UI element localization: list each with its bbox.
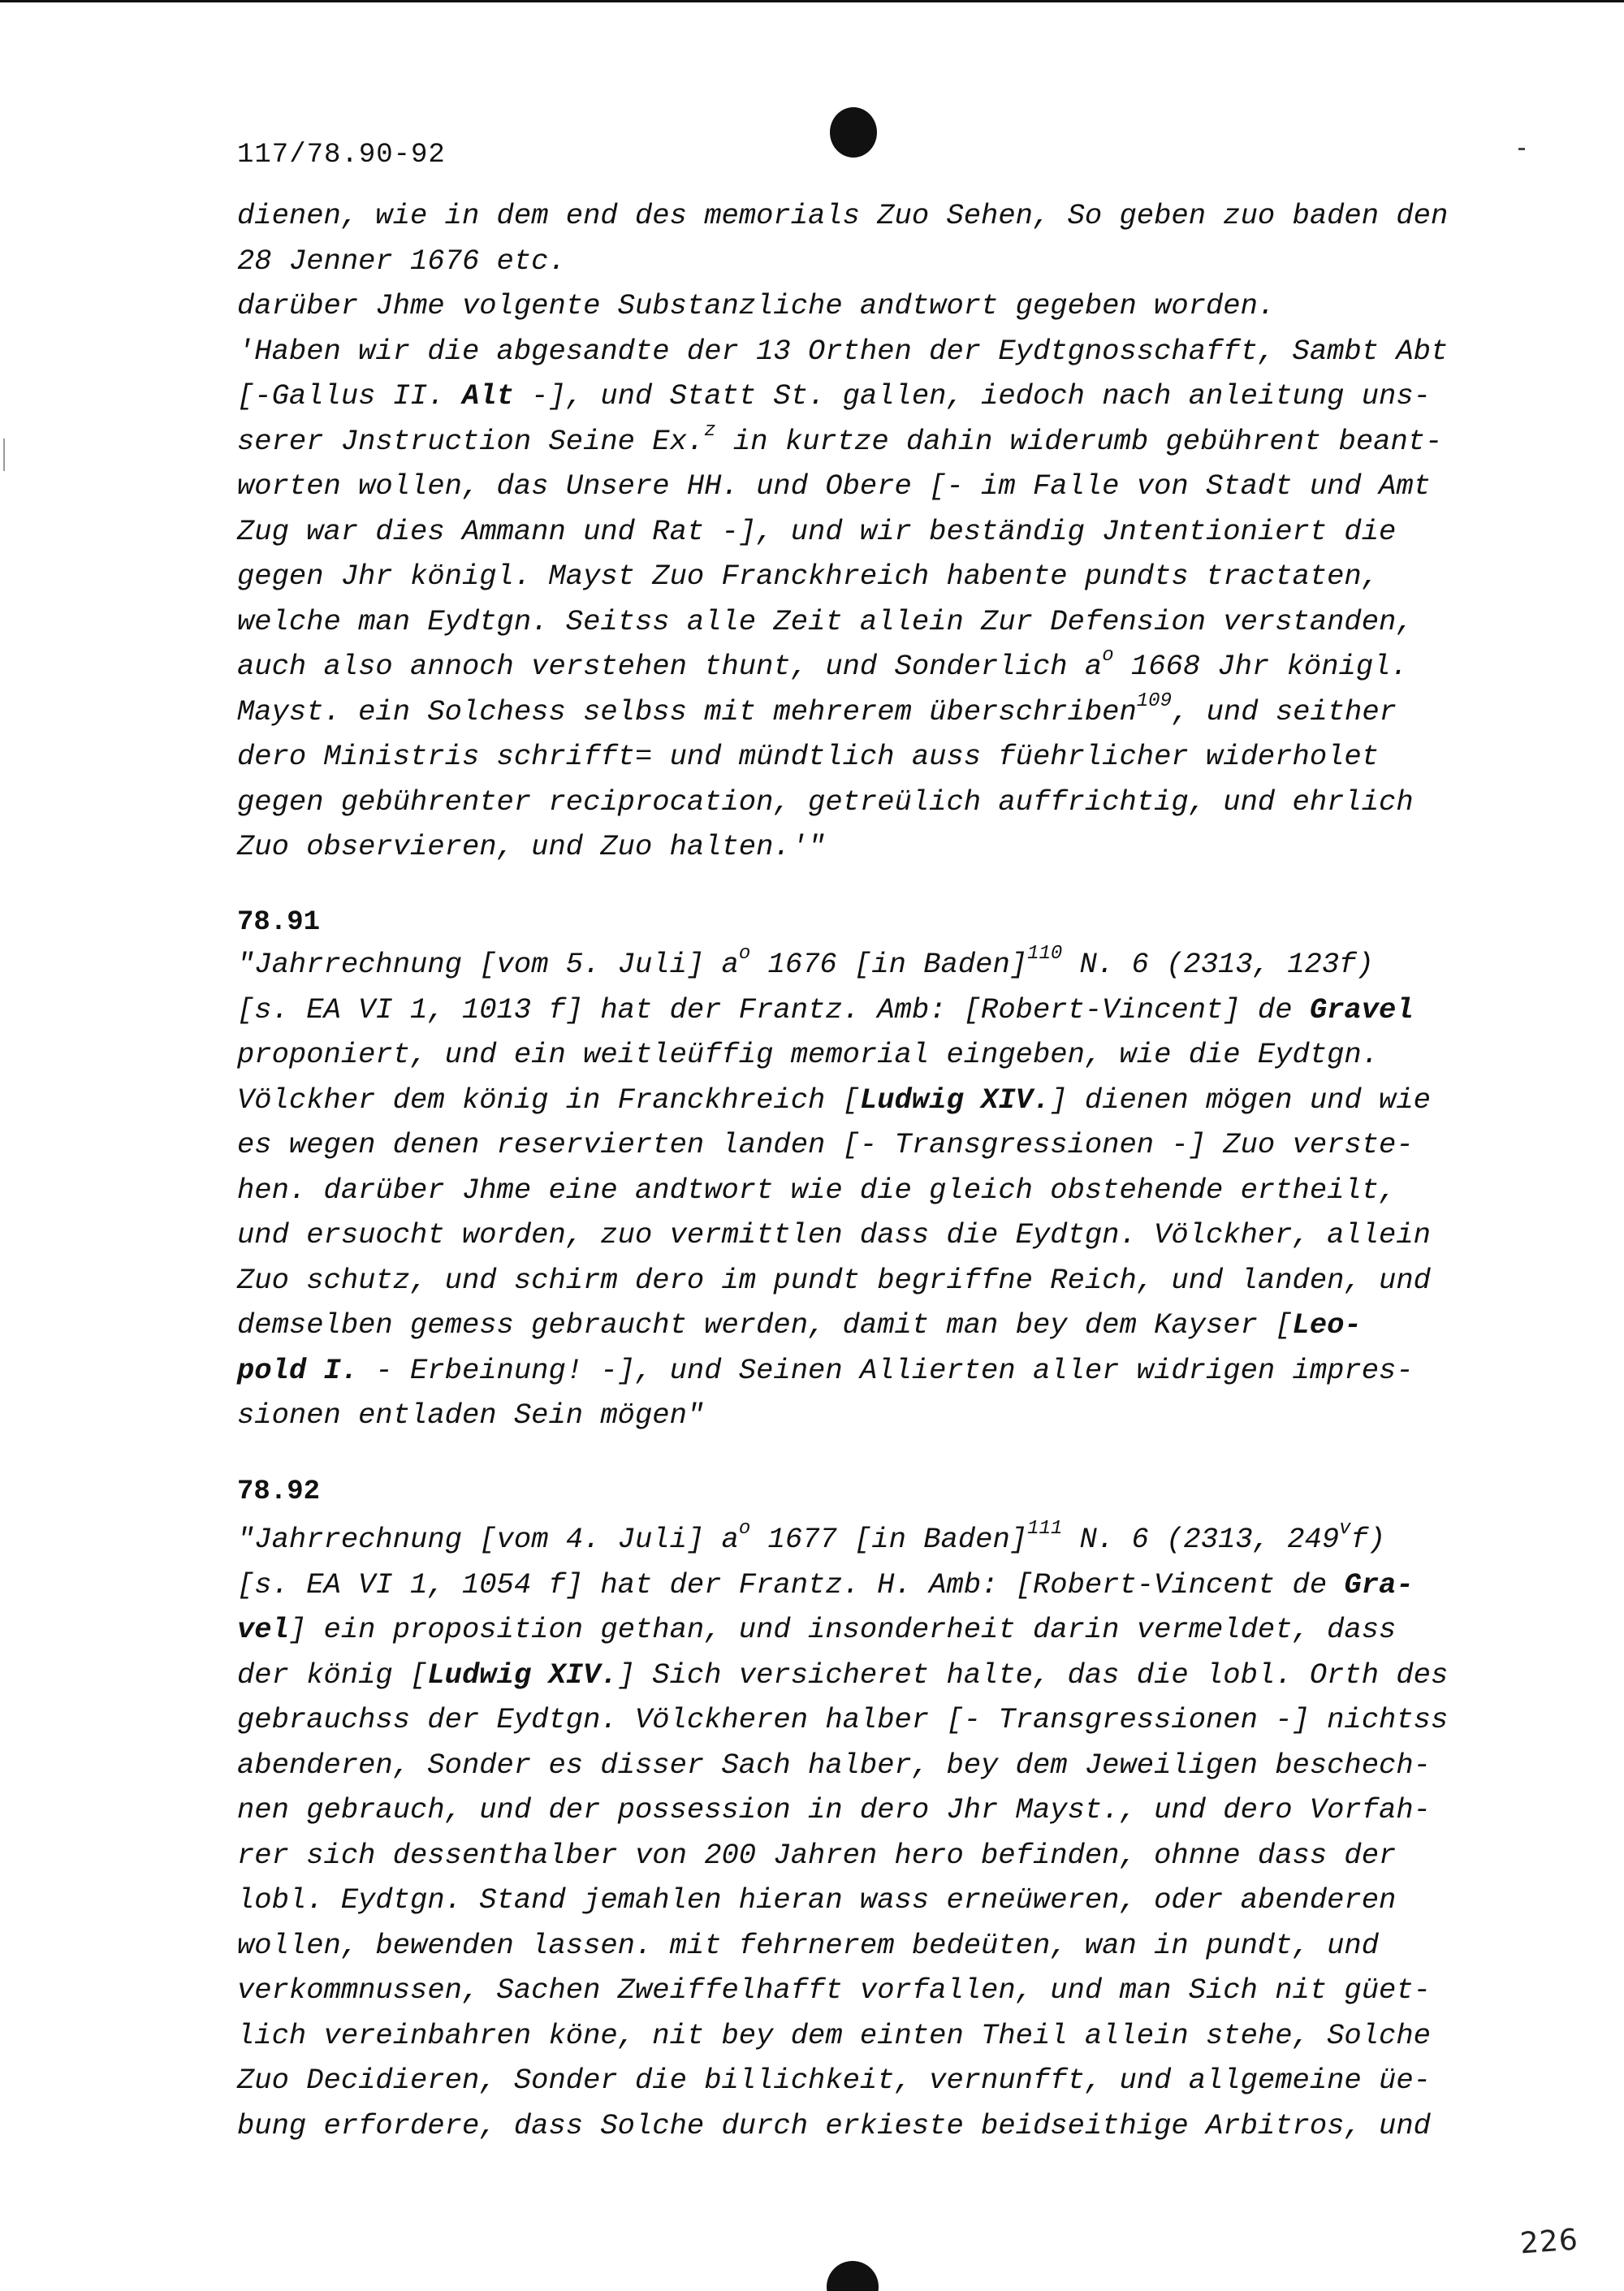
- text-line: [237, 1607, 1488, 1653]
- text-segment: der könig [: [237, 1658, 428, 1692]
- text-line: [237, 1517, 1488, 1563]
- superscript: o: [738, 943, 751, 966]
- text-line: rer sich dessenthalber von 200 Jahren hero befinden, ohnne dass der: [237, 1838, 1397, 1872]
- scan-margin-mark: [3, 439, 5, 471]
- section-number-78-92: 78.92: [237, 1476, 321, 1507]
- text-segment: serer Jnstruction Seine Ex.: [237, 424, 705, 458]
- handwritten-page-number: 226: [1518, 2223, 1580, 2261]
- text-line: gegen Jhr königl. Mayst Zuo Franckhreich habente pundts tractaten,: [237, 560, 1380, 593]
- text-line: [237, 644, 1488, 689]
- text-line: gegen gebührenter reciprocation, getreülich auffrichtig, und ehrlich: [237, 785, 1414, 819]
- text-segment: "Jahrrechnung [vom 5. Juli] a: [237, 948, 739, 981]
- text-line: [237, 689, 1488, 735]
- text-segment: 1668 Jhr königl.: [1113, 650, 1408, 683]
- text-line: es wegen denen reservierten landen [- Transgressionen -] Zuo verste-: [237, 1128, 1414, 1161]
- text-line: dero Ministris schrifft= und mündtlich auss füehrlicher widerholet: [237, 740, 1380, 773]
- text-line: lich vereinbahren köne, nit bey dem einten Theil allein stehe, Solche: [237, 2018, 1431, 2052]
- superscript: 110: [1027, 943, 1063, 966]
- punch-hole-top: [830, 107, 877, 158]
- section-number-78-91: 78.91: [237, 907, 321, 938]
- superscript: 109: [1136, 689, 1172, 712]
- text-line: Zuo observieren, und Zuo halten.'": [237, 830, 826, 863]
- punch-hole-bottom: [827, 2261, 879, 2291]
- text-line: [237, 374, 1488, 419]
- text-line: und ersuocht worden, zuo vermittlen dass die Eydtgn. Völckher, allein: [237, 1218, 1431, 1251]
- scan-top-edge: [0, 0, 1624, 2]
- text-line: [237, 942, 1488, 988]
- text-segment: [s. EA VI 1, 1013 f] hat der Frantz. Amb: [Robert-Vincent] de: [237, 992, 1310, 1027]
- text-line: [237, 1653, 1488, 1698]
- text-segment: [-Gallus II.: [237, 379, 462, 413]
- document-reference: 117/78.90-92: [237, 140, 446, 171]
- text-segment: ] ein proposition gethan, und insonderheit darin vermeldet, dass: [288, 1613, 1397, 1646]
- bold-name: Gravel: [1309, 992, 1414, 1027]
- superscript: o: [738, 1518, 751, 1541]
- text-line: [237, 1348, 1488, 1394]
- text-line: verkommnussen, Sachen Zweiffelhafft vorfallen, und man Sich nit güet-: [237, 1973, 1431, 2007]
- text-segment: "Jahrrechnung [vom 4. Juli] a: [237, 1523, 739, 1556]
- text-line: sionen entladen Sein mögen": [237, 1398, 705, 1432]
- text-line: proponiert, und ein weitleüffig memorial eingeben, wie die Eydtgn.: [237, 1038, 1380, 1071]
- text-line: [237, 988, 1488, 1033]
- bold-name: Alt: [461, 379, 514, 413]
- text-line: worten wollen, das Unsere HH. und Obere [- im Falle von Stadt und Amt: [237, 469, 1431, 503]
- bold-name: Ludwig XIV.: [859, 1083, 1051, 1117]
- bold-name: Ludwig XIV.: [427, 1658, 618, 1692]
- text-segment: 1676 [in Baden]: [750, 948, 1028, 981]
- text-line: gebrauchss der Eydtgn. Völckheren halber [- Transgressionen -] nichtss: [237, 1703, 1449, 1736]
- bold-name: Leo-: [1292, 1308, 1362, 1342]
- text-line: [237, 1563, 1488, 1608]
- text-segment: N. 6 (2313, 249: [1062, 1523, 1340, 1556]
- text-line: hen. darüber Jhme eine andtwort wie die gleich obstehende ertheilt,: [237, 1173, 1397, 1207]
- text-segment: ] Sich versicheret halte, das die lobl. Orth des: [617, 1658, 1449, 1692]
- text-segment: Völckher dem könig in Franckhreich [: [237, 1083, 860, 1117]
- text-segment: N. 6 (2313, 123f): [1062, 948, 1374, 981]
- text-line: [237, 1078, 1488, 1123]
- text-segment: [s. EA VI 1, 1054 f] hat der Frantz. H. Amb: [Robert-Vincent de: [237, 1567, 1345, 1602]
- text-segment: in kurtze dahin widerumb gebührent beant-: [715, 424, 1443, 458]
- text-line: Zuo schutz, und schirm dero im pundt begriffne Reich, und landen, und: [237, 1263, 1431, 1297]
- text-line: 'Haben wir die abgesandte der 13 Orthen der Eydtgnosschafft, Sambt Abt: [237, 334, 1449, 368]
- superscript: z: [704, 419, 716, 442]
- superscript: o: [1102, 645, 1114, 668]
- text-segment: auch also annoch verstehen thunt, und Sonderlich a: [237, 650, 1103, 683]
- text-segment: Mayst. ein Solchess selbss mit mehrerem überschriben: [237, 694, 1137, 728]
- text-segment: 1677 [in Baden]: [750, 1523, 1028, 1556]
- superscript: 111: [1027, 1518, 1063, 1541]
- text-segment: , und seither: [1172, 694, 1397, 728]
- text-line: [237, 419, 1488, 465]
- text-line: Zug war dies Ammann und Rat -], und wir beständig Jntentioniert die: [237, 514, 1397, 548]
- text-line: 28 Jenner 1676 etc.: [237, 244, 566, 278]
- text-line: lobl. Eydtgn. Stand jemahlen hieran wass erneüweren, oder abenderen: [237, 1883, 1397, 1917]
- bold-name: pold I.: [237, 1353, 359, 1387]
- text-line: dienen, wie in dem end des memorials Zuo Sehen, So geben zuo baden den: [237, 199, 1449, 232]
- text-line: [237, 1303, 1488, 1348]
- text-line: Zuo Decidieren, Sonder die billichkeit, vernunfft, und allgemeine üe-: [237, 2064, 1431, 2097]
- scan-mark: [1518, 148, 1525, 150]
- text-line: bung erfordere, dass Solche durch erkieste beidseithige Arbitros, und: [237, 2108, 1431, 2142]
- text-segment: ] dienen mögen und wie: [1050, 1083, 1431, 1117]
- text-block-78-92: [237, 1517, 1488, 2148]
- text-block-78-90: [237, 193, 1488, 870]
- superscript: v: [1339, 1518, 1351, 1541]
- text-segment: - Erbeinung! -], und Seinen Allierten aller widrigen impres-: [358, 1353, 1414, 1387]
- text-line: nen gebrauch, und der possession in dero Jhr Mayst., und dero Vorfah-: [237, 1793, 1431, 1826]
- text-segment: -], und Statt St. gallen, iedoch nach anleitung uns-: [513, 379, 1431, 413]
- text-line: darüber Jhme volgente Substanzliche andtwort gegeben worden.: [237, 289, 1276, 322]
- text-line: abenderen, Sonder es disser Sach halber, bey dem Jeweiligen beschech-: [237, 1748, 1431, 1782]
- text-line: welche man Eydtgn. Seitss alle Zeit allein Zur Defension verstanden,: [237, 604, 1414, 638]
- text-block-78-91: [237, 942, 1488, 1438]
- text-segment: f): [1350, 1523, 1386, 1556]
- text-segment: demselben gemess gebraucht werden, damit man bey dem Kayser [: [237, 1308, 1293, 1342]
- bold-name: vel: [237, 1613, 289, 1646]
- text-line: wollen, bewenden lassen. mit fehrnerem bedeüten, wan in pundt, und: [237, 1928, 1380, 1962]
- bold-name: Gra-: [1344, 1567, 1414, 1602]
